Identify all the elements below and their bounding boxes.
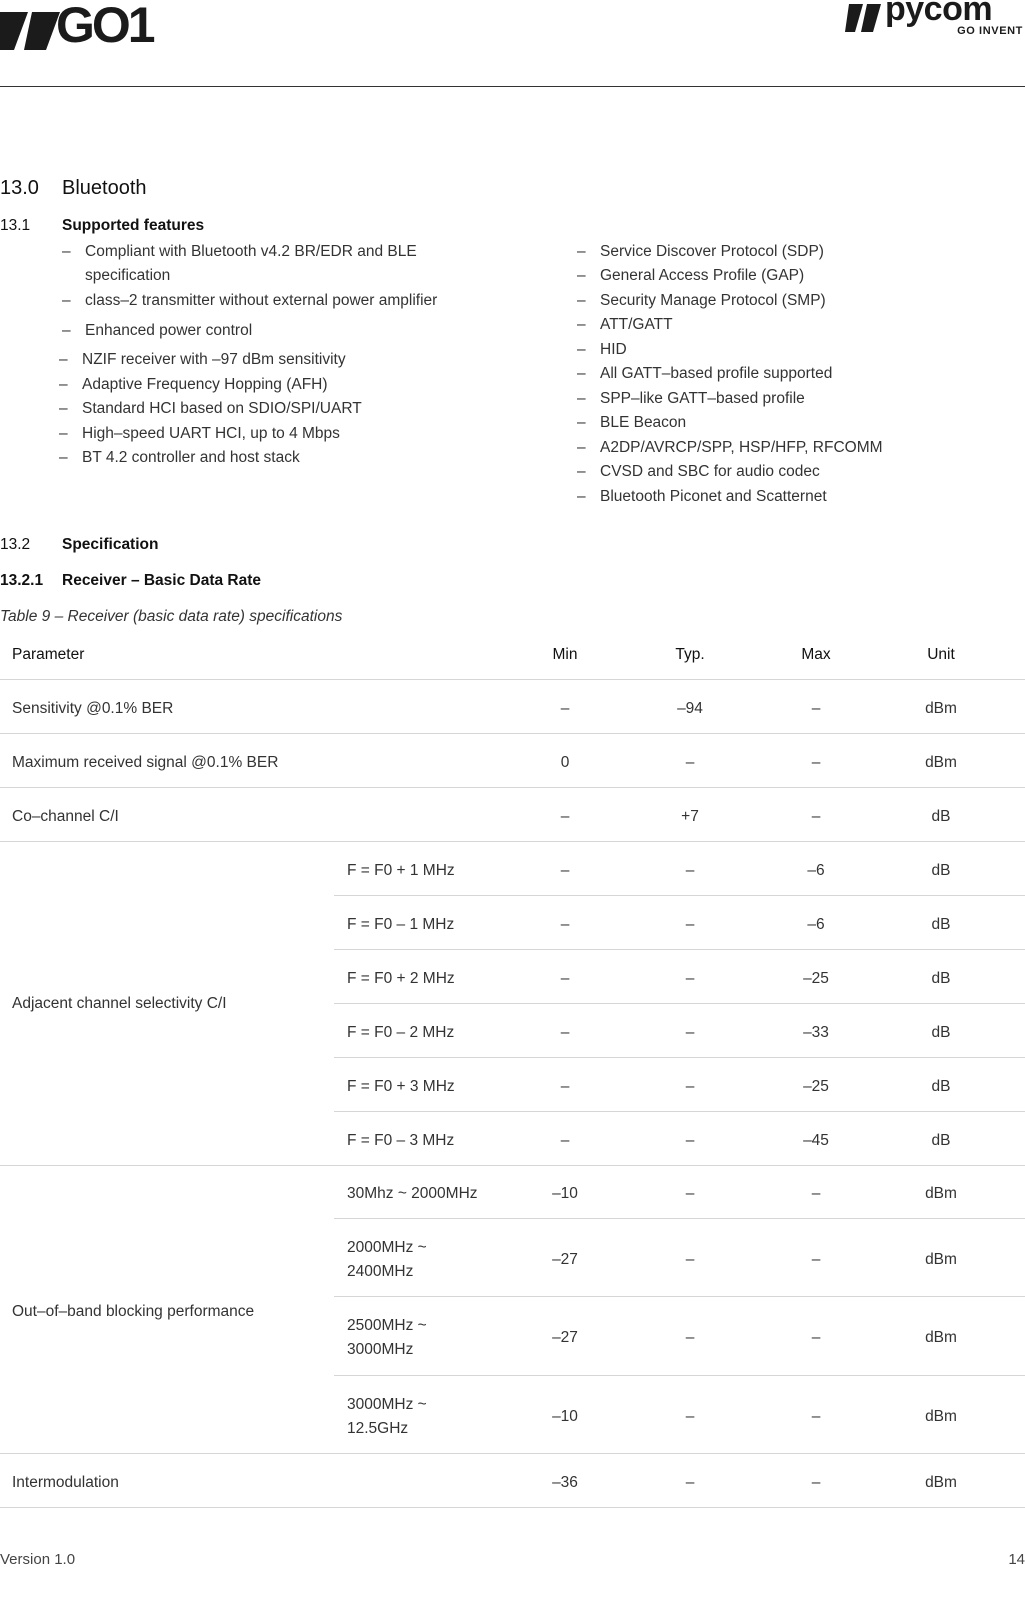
feature-item: – HID [577, 341, 627, 358]
row-divider [334, 949, 1025, 950]
feature-item: – Enhanced power control [62, 322, 253, 339]
cell-parameter: Out–of–band blocking performance [12, 1303, 255, 1320]
cell-unit: dB [931, 1132, 951, 1149]
cell-condition: F = F0 – 1 MHz [347, 916, 455, 933]
pycom-logo-text: pycom [885, 0, 993, 28]
cell-typ: – [685, 1078, 695, 1095]
cell-min: –10 [552, 1408, 578, 1425]
feature-item: – NZIF receiver with –97 dBm sensitivity [59, 351, 346, 368]
row-divider [334, 1296, 1025, 1297]
cell-max: – [811, 754, 821, 771]
feature-item: – General Access Profile (GAP) [577, 267, 805, 284]
row-divider [334, 1003, 1025, 1004]
row-divider [334, 1375, 1025, 1376]
cell-min: – [560, 1024, 570, 1041]
cell-unit: dB [931, 916, 951, 933]
cell-typ: – [685, 862, 695, 879]
row-divider [0, 841, 1025, 842]
header-parameter: Parameter [12, 646, 85, 663]
row-divider [334, 1057, 1025, 1058]
cell-max: – [811, 1329, 821, 1346]
cell-min: –27 [552, 1251, 578, 1268]
cell-min: –36 [552, 1474, 578, 1491]
feature-item: – Service Discover Protocol (SDP) [577, 243, 824, 260]
cell-typ: – [685, 1474, 695, 1491]
cell-unit: dB [931, 1078, 951, 1095]
cell-unit: dB [931, 970, 951, 987]
features-heading [0, 217, 204, 235]
cell-unit: dBm [925, 1474, 957, 1491]
cell-typ: – [685, 1408, 695, 1425]
cell-parameter: Sensitivity @0.1% BER [12, 700, 174, 717]
cell-unit: dB [931, 862, 951, 879]
header-max: Max [801, 646, 831, 663]
cell-typ: – [685, 970, 695, 987]
feature-item: – ATT/GATT [577, 316, 673, 333]
pycom-logo-slashes [845, 0, 885, 34]
receiver-spec-table [0, 630, 1025, 1510]
cell-condition: 2500MHz ~ 3000MHz [347, 1317, 427, 1358]
cell-typ: – [685, 1251, 695, 1268]
cell-unit: dBm [925, 700, 957, 717]
cell-condition: F = F0 + 2 MHz [347, 970, 455, 987]
cell-min: – [560, 916, 570, 933]
row-divider [334, 895, 1025, 896]
cell-condition: F = F0 – 3 MHz [347, 1132, 455, 1149]
footer-page-number: 14 [1008, 1551, 1025, 1568]
cell-typ: – [685, 1024, 695, 1041]
row-divider [0, 679, 1025, 680]
row-divider [0, 1507, 1025, 1508]
receiver-title: Receiver – Basic Data Rate [62, 572, 262, 589]
feature-item: – class–2 transmitter without external power amplifier [62, 292, 438, 309]
pycom-logo-tagline: GO INVENT [957, 25, 1023, 37]
feature-item: – Bluetooth Piconet and Scatternet [577, 488, 827, 505]
cell-parameter: Maximum received signal @0.1% BER [12, 754, 279, 771]
receiver-heading [0, 572, 261, 590]
cell-min: – [560, 970, 570, 987]
row-divider [334, 1218, 1025, 1219]
cell-condition: 3000MHz ~ 12.5GHz [347, 1396, 427, 1437]
cell-condition: F = F0 – 2 MHz [347, 1024, 455, 1041]
footer-version: Version 1.0 [0, 1551, 76, 1568]
cell-unit: dB [931, 808, 951, 825]
cell-max: – [811, 1408, 821, 1425]
cell-min: 0 [560, 754, 570, 771]
cell-typ: – [685, 1132, 695, 1149]
header-typ: Typ. [675, 646, 705, 663]
cell-max: –45 [803, 1132, 829, 1149]
section-heading [0, 177, 147, 200]
go1-logo [0, 0, 175, 53]
cell-max: – [811, 808, 821, 825]
feature-item: – SPP–like GATT–based profile [577, 390, 805, 407]
table-caption: Table 9 – Receiver (basic data rate) specifications [0, 608, 343, 625]
cell-max: –25 [803, 970, 829, 987]
cell-min: – [560, 1132, 570, 1149]
cell-condition: F = F0 + 1 MHz [347, 862, 455, 879]
pycom-logo [845, 0, 1025, 40]
cell-max: –25 [803, 1078, 829, 1095]
row-divider [0, 1165, 1025, 1166]
feature-item: – High–speed UART HCI, up to 4 Mbps [59, 425, 340, 442]
cell-typ: +7 [681, 808, 699, 825]
row-divider [334, 1111, 1025, 1112]
feature-item: – Standard HCI based on SDIO/SPI/UART [59, 400, 362, 417]
cell-min: – [560, 700, 570, 717]
cell-unit: dBm [925, 754, 957, 771]
header-min: Min [552, 646, 578, 663]
cell-condition: 30Mhz ~ 2000MHz [347, 1185, 478, 1202]
cell-min: – [560, 862, 570, 879]
row-divider [0, 733, 1025, 734]
cell-condition: F = F0 + 3 MHz [347, 1078, 455, 1095]
feature-item: – BT 4.2 controller and host stack [59, 449, 300, 466]
cell-max: – [811, 1251, 821, 1268]
page-header [0, 0, 1025, 88]
cell-typ: – [685, 1185, 695, 1202]
cell-unit: dB [931, 1024, 951, 1041]
cell-max: –6 [807, 916, 825, 933]
go1-logo-slashes [0, 2, 60, 50]
cell-condition: 2000MHz ~ 2400MHz [347, 1239, 427, 1280]
feature-item: – Compliant with Bluetooth v4.2 BR/EDR and BLE specification [62, 243, 417, 284]
specification-heading [0, 536, 158, 554]
cell-max: –33 [803, 1024, 829, 1041]
cell-unit: dBm [925, 1251, 957, 1268]
cell-max: – [811, 1474, 821, 1491]
cell-typ: – [685, 916, 695, 933]
cell-typ: –94 [677, 700, 703, 717]
feature-item: – Security Manage Protocol (SMP) [577, 292, 826, 309]
header-divider [0, 86, 1025, 87]
features-number: 13.1 [0, 217, 31, 234]
specification-title: Specification [62, 536, 159, 553]
cell-max: – [811, 1185, 821, 1202]
feature-item: – Adaptive Frequency Hopping (AFH) [59, 376, 328, 393]
section-title: Bluetooth [62, 177, 147, 199]
row-divider [0, 787, 1025, 788]
cell-min: – [560, 808, 570, 825]
cell-parameter: Intermodulation [12, 1474, 119, 1491]
header-unit: Unit [927, 646, 955, 663]
cell-unit: dBm [925, 1329, 957, 1346]
go1-logo-text: GO1 [56, 0, 153, 53]
section-number: 13.0 [0, 177, 39, 199]
specification-number: 13.2 [0, 536, 31, 553]
cell-parameter: Adjacent channel selectivity C/I [12, 995, 227, 1012]
cell-unit: dBm [925, 1185, 957, 1202]
cell-typ: – [685, 1329, 695, 1346]
cell-min: – [560, 1078, 570, 1095]
cell-min: –10 [552, 1185, 578, 1202]
feature-item: – BLE Beacon [577, 414, 687, 431]
cell-max: – [811, 700, 821, 717]
row-divider [0, 1453, 1025, 1454]
cell-parameter: Co–channel C/I [12, 808, 119, 825]
cell-typ: – [685, 754, 695, 771]
receiver-number: 13.2.1 [0, 572, 44, 589]
cell-min: –27 [552, 1329, 578, 1346]
feature-item: – CVSD and SBC for audio codec [577, 463, 820, 480]
feature-item: – All GATT–based profile supported [577, 365, 833, 382]
features-title: Supported features [62, 217, 205, 234]
cell-max: –6 [807, 862, 825, 879]
cell-unit: dBm [925, 1408, 957, 1425]
feature-item: – A2DP/AVRCP/SPP, HSP/HFP, RFCOMM [577, 439, 883, 456]
